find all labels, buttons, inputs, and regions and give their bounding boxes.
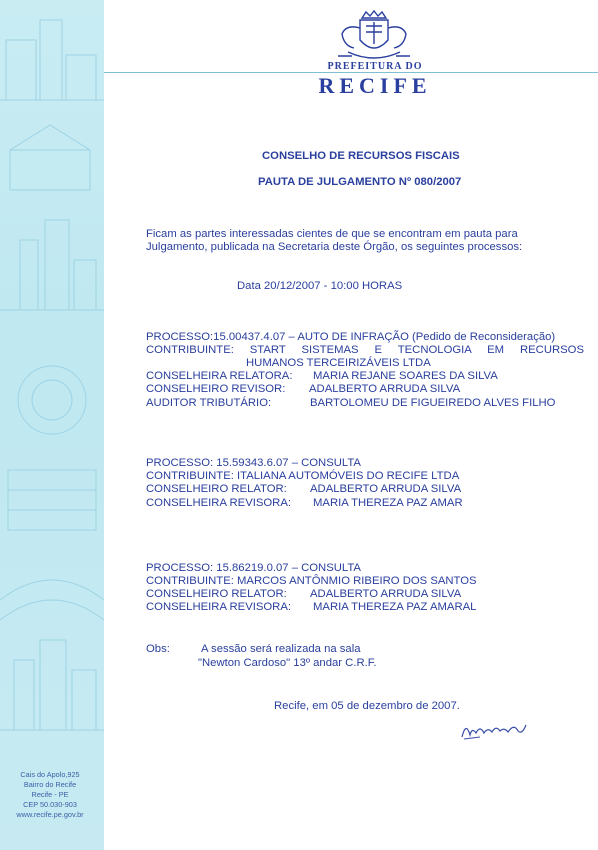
process-number: PROCESSO: 15.86219.0.07 – CONSULTA — [146, 562, 361, 574]
address-line: Recife - PE — [31, 790, 69, 799]
session-date: Data 20/12/2007 - 10:00 HORAS — [237, 280, 403, 292]
address-line: Bairro do Recife — [23, 780, 77, 789]
auditor-name: BARTOLOMEU DE FIGUEIREDO ALVES FILHO — [310, 397, 556, 409]
auditor-label: AUDITOR TRIBUTÁRIO: — [146, 397, 272, 409]
reviewer-label: CONSELHEIRA REVISORA: — [146, 497, 292, 509]
address-line: Cais do Apolo,925 — [20, 770, 80, 779]
brand-subtitle: PREFEITURA DO — [327, 61, 423, 72]
rapporteur-name: MARIA REJANE SOARES DA SILVA — [313, 370, 498, 382]
brand-title: RECIFE — [318, 73, 432, 98]
header-divider — [104, 72, 598, 73]
address-block — [4, 770, 96, 820]
address-line: CEP 50.030-903 — [23, 800, 77, 809]
obs-text: A sessão será realizada na sala — [201, 643, 361, 655]
process-number: PROCESSO: 15.59343.6.07 – CONSULTA — [146, 457, 361, 469]
rapporteur-name: ADALBERTO ARRUDA SILVA — [310, 588, 462, 600]
process-number: PROCESSO:15.00437.4.07 – AUTO DE INFRAÇÃO (Pedido de Reconsideração) — [146, 331, 556, 343]
city-skyline-watermark — [0, 0, 104, 850]
reviewer-name: ADALBERTO ARRUDA SILVA — [309, 383, 461, 395]
decorative-left-band — [0, 0, 104, 850]
reviewer-label: CONSELHEIRO REVISOR: — [146, 383, 286, 395]
intro-line: Julgamento, publicada na Secretaria deste Órgão, os seguintes processos: — [146, 241, 523, 253]
obs-text: "Newton Cardoso" 13º andar C.R.F. — [198, 657, 377, 669]
reviewer-label: CONSELHEIRA REVISORA: — [146, 601, 292, 613]
agenda-heading: PAUTA DE JULGAMENTO Nº 080/2007 — [258, 176, 462, 188]
taxpayer: CONTRIBUINTE: ITALIANA AUTOMÓVEIS DO RECIFE LTDA — [146, 470, 460, 482]
council-heading: CONSELHO DE RECURSOS FISCAIS — [262, 150, 460, 162]
handwritten-signature — [458, 717, 530, 743]
intro-line: Ficam as partes interessadas cientes de que se encontram em pauta para — [146, 228, 518, 240]
place-and-date: Recife, em 05 de dezembro de 2007. — [274, 700, 460, 712]
rapporteur-label: CONSELHEIRO RELATOR: — [146, 483, 287, 495]
coat-of-arms-icon — [334, 10, 414, 62]
taxpayer: CONTRIBUINTE: START SISTEMAS E TECNOLOGIA EM RECURSOS — [146, 344, 584, 356]
website-link[interactable]: www.recife.pe.gov.br — [16, 810, 84, 819]
taxpayer-continued: HUMANOS TERCEIRIZÁVEIS LTDA — [246, 357, 431, 369]
reviewer-name: MARIA THEREZA PAZ AMARAL — [313, 601, 477, 613]
reviewer-name: MARIA THEREZA PAZ AMAR — [313, 497, 463, 509]
obs-label: Obs: — [146, 643, 170, 655]
rapporteur-label: CONSELHEIRO RELATOR: — [146, 588, 287, 600]
rapporteur-label: CONSELHEIRA RELATORA: — [146, 370, 293, 382]
taxpayer: CONTRIBUINTE: MARCOS ANTÔNMIO RIBEIRO DOS SANTOS — [146, 575, 477, 587]
rapporteur-name: ADALBERTO ARRUDA SILVA — [310, 483, 462, 495]
